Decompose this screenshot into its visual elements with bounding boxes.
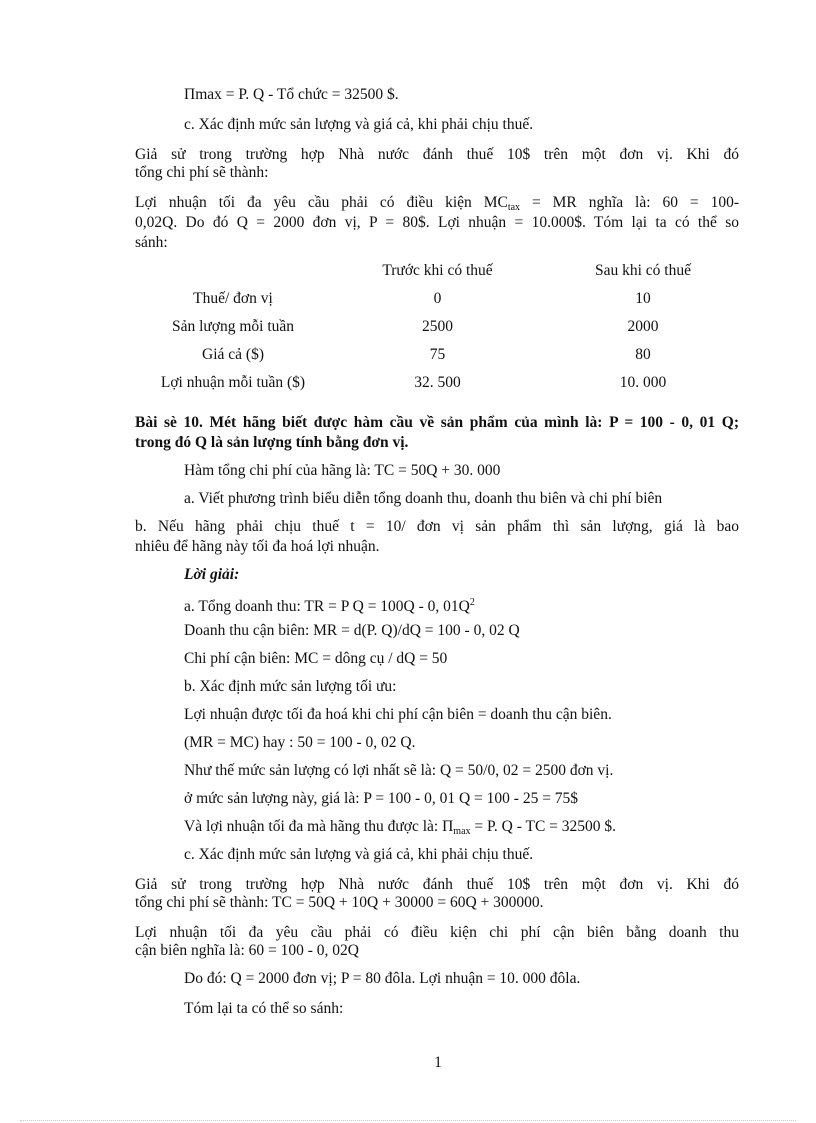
optimal-output-heading: b. Xác định mức sản lượng tối ưu: [184, 678, 397, 695]
tax-assumption-line2: tổng chi phí sẽ thành: [135, 164, 269, 181]
table-row-label: Thuế/ đơn vị [193, 290, 273, 307]
profit-condition-post: = MR nghĩa là: 60 = 100- [520, 194, 739, 211]
max-profit-pre: Và lợi nhuận tối đa mà hãng thu được là: Π [184, 818, 454, 835]
page-bottom-divider [20, 1120, 796, 1121]
table-cell: 0 [433, 290, 442, 307]
section-c-repeat: c. Xác định mức sản lượng và giá cả, khi phải chịu thuế. [184, 846, 534, 863]
problem-title-line1: Bài sè 10. Mét hãng biết được hàm cầu về sản phẩm của mình là: P = 100 - 0, 01 Q; [135, 414, 739, 431]
tax-case-line1: Giả sử trong trường hợp Nhà nước đánh thuế 10$ trên một đơn vị. Khi đó [135, 876, 739, 893]
comparison-intro: Tóm lại ta có thể so sánh: [184, 1000, 344, 1017]
max-profit-post: = P. Q - TC = 32500 $. [470, 818, 617, 835]
table-cell: 2500 [422, 318, 453, 335]
table-cell: 32. 500 [414, 374, 461, 391]
total-cost-function: Hàm tổng chi phí của hãng là: TC = 50Q + 30. 000 [184, 462, 501, 479]
marginal-cost-line: Chi phí cận biên: MC = dông cụ / dQ = 50 [184, 650, 448, 667]
tax-case-line2: tổng chi phí sẽ thành: TC = 50Q + 10Q + 30000 = 60Q + 300000. [135, 894, 544, 911]
max-profit-line [184, 818, 616, 841]
question-b-line2: nhiêu để hãng này tối đa hoá lợi nhuận. [135, 538, 380, 555]
question-b-line1: b. Nếu hãng phải chịu thuế t = 10/ đơn vị sản phẩm thì sản lượng, giá là bao [135, 518, 739, 535]
table-header-after: Sau khi có thuế [595, 262, 691, 279]
solution-heading: Lời giải: [184, 566, 240, 583]
profit-condition-line3: sánh: [135, 234, 168, 251]
total-revenue-text: a. Tổng doanh thu: TR = P Q = 100Q - 0, 01Q [184, 598, 470, 616]
profit-max-condition: Lợi nhuận được tối đa hoá khi chi phí cận biên = doanh thu cận biên. [184, 706, 612, 723]
optimal-quantity-line: Như thế mức sản lượng có lợi nhất sẽ là: Q = 50/0, 02 = 2500 đơn vị. [184, 762, 614, 779]
table-cell: 80 [635, 346, 651, 363]
square-superscript: 2 [469, 597, 475, 608]
tax-result-line: Do đó: Q = 2000 đơn vị; P = 80 đôla. Lợi nhuận = 10. 000 đôla. [184, 970, 581, 987]
page-number: 1 [434, 1054, 442, 1071]
profit-condition-pre: Lợi nhuận tối đa yêu cầu phải có điều kiện MC [135, 194, 508, 211]
mr-equals-mc-line: (MR = MC) hay : 50 = 100 - 0, 02 Q. [184, 734, 416, 751]
table-row-label: Sản lượng mỗi tuần [171, 318, 295, 335]
table-cell: 75 [429, 346, 446, 363]
pi-max-line: Πmax = P. Q - Tổ chức = 32500 $. [184, 86, 399, 103]
total-revenue-line [184, 594, 475, 616]
table-row-label: Lợi nhuận mỗi tuần ($) [160, 374, 306, 391]
table-cell: 2000 [627, 318, 659, 335]
price-line: ở mức sản lượng này, giá là: P = 100 - 0, 01 Q = 100 - 25 = 75$ [184, 790, 579, 807]
mc-subscript: tax [507, 202, 521, 213]
max-subscript: max [453, 826, 471, 837]
table-row-label: Giá cả ($) [202, 346, 264, 363]
profit-condition-line2: 0,02Q. Do đó Q = 2000 đơn vị, P = 80$. Lợi nhuận = 10.000$. Tóm lại ta có thể so [135, 214, 739, 231]
tax-profit-line2: cận biên nghĩa là: 60 = 100 - 0, 02Q [135, 942, 359, 959]
table-cell: 10. 000 [619, 374, 667, 391]
table-header-before: Trước khi có thuế [382, 262, 493, 279]
tax-assumption-line1: Giả sử trong trường hợp Nhà nước đánh thuế 10$ trên một đơn vị. Khi đó [135, 146, 739, 163]
section-c-heading: c. Xác định mức sản lượng và giá cả, khi phải chịu thuế. [184, 116, 534, 133]
tax-profit-line1: Lợi nhuận tối đa yêu cầu phải có điều kiện chi phí cận biên bằng doanh thu [135, 924, 739, 941]
problem-title-line2: trong đó Q là sản lượng tính bằng đơn vị. [135, 434, 409, 451]
table-cell: 10 [635, 290, 651, 307]
question-a: a. Viết phương trình biểu diễn tổng doanh thu, doanh thu biên và chi phí biên [184, 490, 663, 507]
marginal-revenue-line: Doanh thu cận biên: MR = d(P. Q)/dQ = 100 - 0, 02 Q [184, 622, 520, 639]
